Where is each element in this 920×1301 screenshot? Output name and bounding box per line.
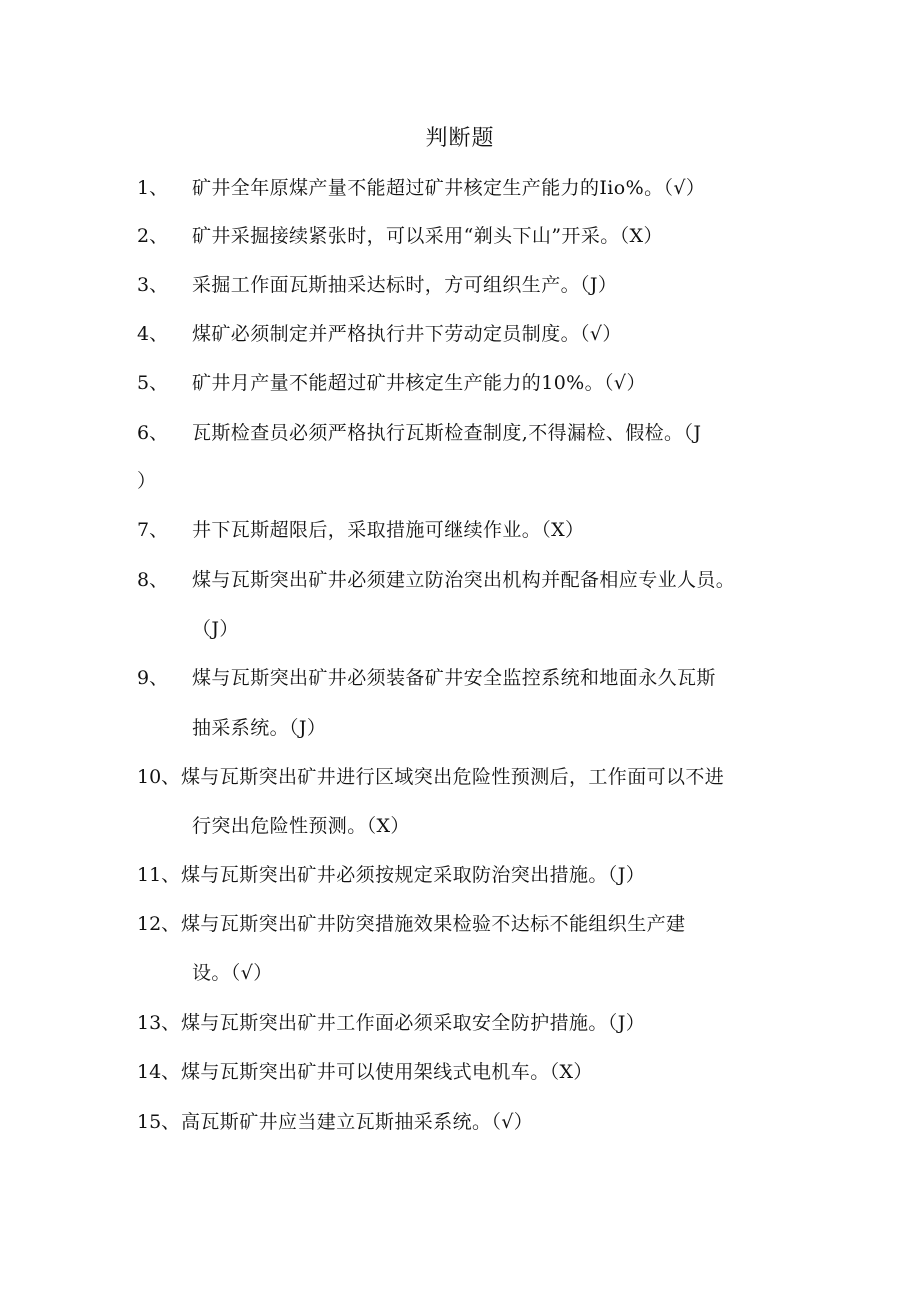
item-8-number: 8、 bbox=[137, 569, 169, 591]
item-12-text-cont: 设。（√） bbox=[192, 962, 273, 984]
item-10-text: 煤与瓦斯突出矿井进行区域突出危险性预测后，工作面可以不进 bbox=[181, 766, 725, 788]
item-9-number: 9、 bbox=[137, 667, 169, 689]
item-6-number: 6、 bbox=[137, 422, 169, 444]
item-12-text: 煤与瓦斯突出矿井防突措施效果检验不达标不能组织生产建 bbox=[181, 913, 686, 935]
item-7-number: 7、 bbox=[137, 519, 169, 541]
item-9-text: 煤与瓦斯突出矿井必须装备矿井安全监控系统和地面永久瓦斯 bbox=[192, 667, 716, 689]
item-3-text: 采掘工作面瓦斯抽采达标时，方可组织生产。（J） bbox=[192, 274, 618, 296]
item-11-number: 11、 bbox=[137, 864, 181, 886]
item-9-text-cont: 抽采系统。（J） bbox=[192, 717, 327, 739]
item-12-number: 12、 bbox=[137, 913, 181, 935]
item-1-number: 1、 bbox=[137, 177, 169, 199]
item-4-number: 4、 bbox=[137, 323, 169, 345]
item-10-text-cont: 行突出危险性预测。（X） bbox=[192, 815, 410, 837]
page-title: 判断题 bbox=[425, 126, 495, 151]
item-6-text-cont: ） bbox=[137, 470, 157, 492]
item-11-text: 煤与瓦斯突出矿井必须按规定采取防治突出措施。（J） bbox=[181, 864, 646, 886]
item-15-text: 高瓦斯矿井应当建立瓦斯抽采系统。（√） bbox=[181, 1111, 534, 1133]
item-8-text: 煤与瓦斯突出矿井必须建立防治突出机构并配备相应专业人员。 bbox=[192, 569, 736, 591]
item-4-text: 煤矿必须制定并严格执行井下劳动定员制度。（√） bbox=[192, 323, 622, 345]
item-15-number: 15、 bbox=[137, 1111, 181, 1133]
item-5-text: 矿井月产量不能超过矿井核定生产能力的10%。（√） bbox=[192, 372, 646, 394]
item-10-number: 10、 bbox=[137, 766, 181, 788]
item-14-number: 14、 bbox=[137, 1061, 181, 1083]
item-1-text: 矿井全年原煤产量不能超过矿井核定生产能力的Iio%。（√） bbox=[192, 177, 706, 199]
item-3-number: 3、 bbox=[137, 274, 169, 296]
item-6-text: 瓦斯检查员必须严格执行瓦斯检查制度,不得漏检、假检。（J bbox=[192, 422, 702, 444]
item-2-number: 2、 bbox=[137, 225, 169, 247]
item-14-text: 煤与瓦斯突出矿井可以使用架线式电机车。（X） bbox=[181, 1061, 593, 1083]
item-7-text: 井下瓦斯超限后，采取措施可继续作业。（X） bbox=[192, 519, 585, 541]
item-2-text: 矿井采掘接续紧张时，可以采用“剃头下山”开采。（X） bbox=[192, 225, 663, 247]
item-5-number: 5、 bbox=[137, 372, 169, 394]
item-13-text: 煤与瓦斯突出矿井工作面必须采取安全防护措施。（J） bbox=[181, 1012, 646, 1034]
item-13-number: 13、 bbox=[137, 1012, 181, 1034]
item-8-text-cont: （J） bbox=[192, 618, 239, 640]
